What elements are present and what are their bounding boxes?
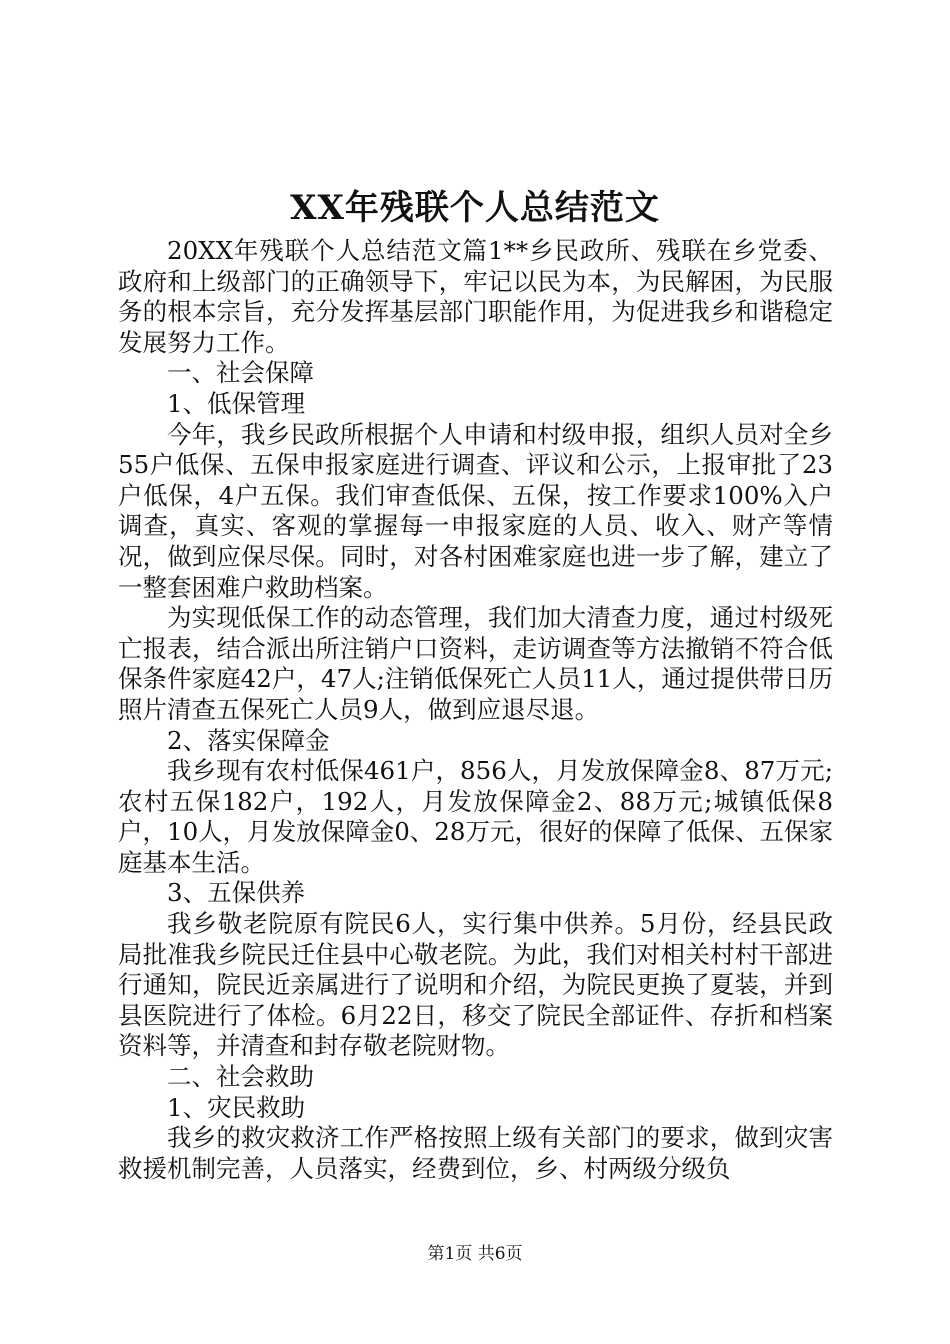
subheading-security-funds: 2、落实保障金	[167, 725, 330, 755]
paragraph-intro: 20XX年残联个人总结范文篇1**乡民政所、残联在乡党委、政府和上级部门的正确领导下，牢记以民为本，为民解困，为民服务的根本宗旨，充分发挥基层部门职能作用，为促进我乡和谐稳定发展努力工作。	[118, 236, 833, 357]
subheading-low-income-management: 1、低保管理	[167, 388, 306, 418]
heading-social-security: 一、社会保障	[167, 358, 314, 388]
paragraph-disaster-relief: 我乡的救灾救济工作严格按照上级有关部门的要求，做到灾害救援机制完善，人员落实，经费到位，乡、村两级分级负	[118, 1123, 833, 1183]
paragraph-low-income-review: 今年，我乡民政所根据个人申请和村级申报，组织人员对全乡55户低保、五保申报家庭进行调查、评议和公示，上报审批了23户低保，4户五保。我们审查低保、五保，按工作要求100%入户调查，真实、客观的掌握每一申报家庭的人员、收入、财产等情况，做到应保尽保。同时，对各村困难家庭也进一步了解，建立了一整套困难户救助档案。	[118, 419, 833, 602]
page-footer: 第1页 共6页	[427, 1244, 523, 1264]
paragraph-nursing-home: 我乡敬老院原有院民6人，实行集中供养。5月份，经县民政局批准我乡院民迁住县中心敬老院。为此，我们对相关村村干部进行通知，院民近亲属进行了说明和介绍，为院民更换了夏装，并到县医院进行了体检。6月22日，移交了院民全部证件、存折和档案资料等，并清查和封存敬老院财物。	[118, 909, 833, 1061]
subheading-five-guarantees: 3、五保供养	[167, 878, 306, 908]
paragraph-dynamic-management: 为实现低保工作的动态管理，我们加大清查力度，通过村级死亡报表，结合派出所注销户口资料，走访调查等方法撤销不符合低保条件家庭42户，47人;注销低保死亡人员11人，通过提供带日历照片清查五保死亡人员9人，做到应退尽退。	[118, 603, 833, 724]
document-body	[118, 236, 833, 1184]
heading-social-assistance: 二、社会救助	[167, 1062, 314, 1092]
paragraph-security-funds: 我乡现有农村低保461户，856人，月发放保障金8、87万元;农村五保182户，192人，月发放保障金2、88万元;城镇低保8户，10人，月发放保障金0、28万元，很好的保障了低保、五保家庭基本生活。	[118, 756, 833, 877]
subheading-disaster-relief: 1、灾民救助	[167, 1092, 306, 1122]
document-title: XX年残联个人总结范文	[290, 188, 660, 228]
